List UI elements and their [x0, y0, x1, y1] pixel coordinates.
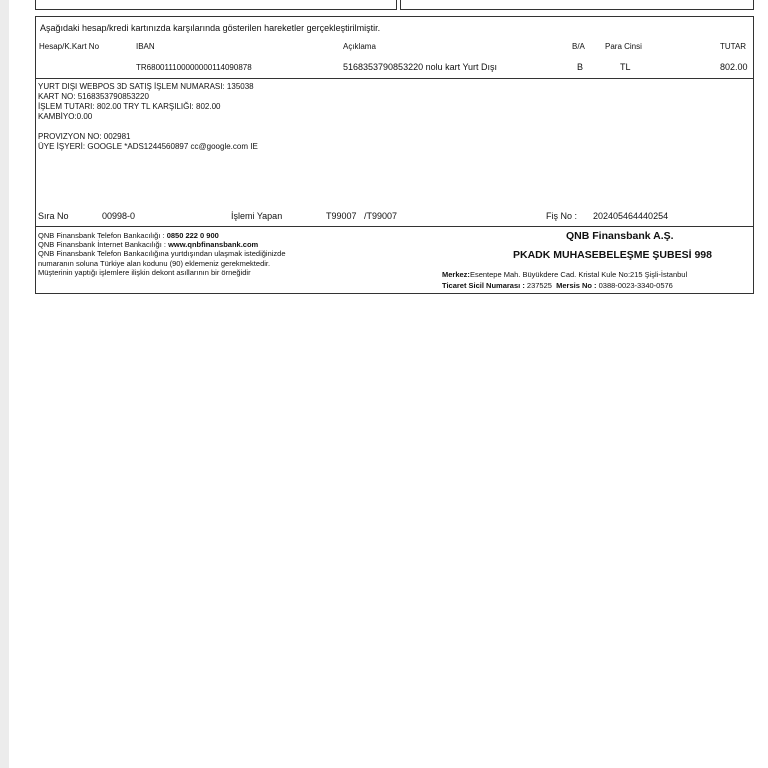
- row-desc: 5168353790853220 nolu kart Yurt Dışı: [343, 62, 497, 72]
- details-block: [38, 82, 258, 152]
- intro-text: Aşağıdaki hesap/kredi kartınızda karşılarında gösterilen hareketler gerçekleştirilmiştir.: [40, 23, 381, 33]
- abroad-note: numaranın soluna Türkiye alan kodunu (90) eklemeniz gerekmektedir.: [38, 258, 271, 268]
- mersis: 0388-0023-3340-0576: [598, 281, 673, 290]
- top-left-box: [35, 0, 397, 10]
- sicil: 237525: [526, 281, 552, 290]
- fis-value: 202405464440254: [593, 211, 669, 221]
- web-label: QNB Finansbank İnternet Bankacılığı :: [38, 240, 169, 250]
- branch-name: PKADK MUHASEBELEŞME ŞUBESİ 998: [513, 249, 712, 261]
- row-currency: TL: [620, 62, 631, 72]
- col-desc: Açıklama: [343, 42, 376, 51]
- top-right-box: [400, 0, 754, 10]
- phone-label: QNB Finansbank Telefon Bankacılığı :: [38, 231, 167, 240]
- divider: [35, 78, 753, 79]
- col-iban: IBAN: [136, 42, 155, 51]
- sira-value: 00998-0: [102, 211, 136, 221]
- by-label: İşlemi Yapan: [231, 211, 283, 221]
- sicil-label: Ticaret Sicil Numarası :: [442, 281, 527, 290]
- detail-line: İŞLEM TUTARI: 802.00 TRY TL KARŞILIĞI: 802.00: [38, 102, 221, 111]
- detail-line: KART NO: 5168353790853220: [38, 92, 149, 101]
- hq-label: Merkez:: [442, 270, 470, 279]
- copy-note: Müşterinin yaptığı işlemlere ilişkin dekont asıllarının bir örneğidir: [38, 267, 251, 277]
- sira-label: Sıra No: [38, 211, 69, 221]
- detail-line: YURT DIŞI WEBPOS 3D SATIŞ İŞLEM NUMARASI: 135038: [38, 82, 254, 91]
- by-value: T99007 /T99007: [326, 211, 398, 221]
- row-ba: B: [577, 62, 584, 72]
- col-amount: TUTAR: [720, 42, 747, 51]
- mersis-label: Mersis No :: [551, 281, 599, 290]
- bank-name: QNB Finansbank A.Ş.: [566, 230, 674, 242]
- detail-line: [38, 122, 258, 132]
- col-account: Hesap/K.Kart No: [39, 42, 100, 51]
- page-edge: [0, 0, 9, 768]
- fis-label: Fiş No :: [546, 211, 578, 221]
- abroad-note: QNB Finansbank Telefon Bankacılığına yurtdışından ulaşmak istediğinizde: [38, 249, 286, 259]
- hq-address: Esentepe Mah. Büyükdere Cad. Kristal Kule No:215 Şişli-İstanbul: [469, 270, 688, 279]
- web-link[interactable]: www.qnbfinansbank.com: [168, 240, 259, 250]
- row-iban: TR680011100000000114090878: [136, 63, 252, 72]
- phone: 0850 222 0 900: [166, 231, 219, 240]
- col-ba: B/A: [572, 42, 585, 51]
- row-amount: 802.00: [720, 62, 748, 72]
- detail-line: ÜYE İŞYERİ: GOOGLE *ADS1244560897 cc@google.com IE: [38, 142, 258, 151]
- col-currency: Para Cinsi: [605, 42, 642, 51]
- divider: [35, 226, 753, 227]
- detail-line: PROVIZYON NO: 002981: [38, 132, 131, 141]
- footer-left: [38, 231, 286, 277]
- detail-line: KAMBİYO:0.00: [38, 112, 93, 121]
